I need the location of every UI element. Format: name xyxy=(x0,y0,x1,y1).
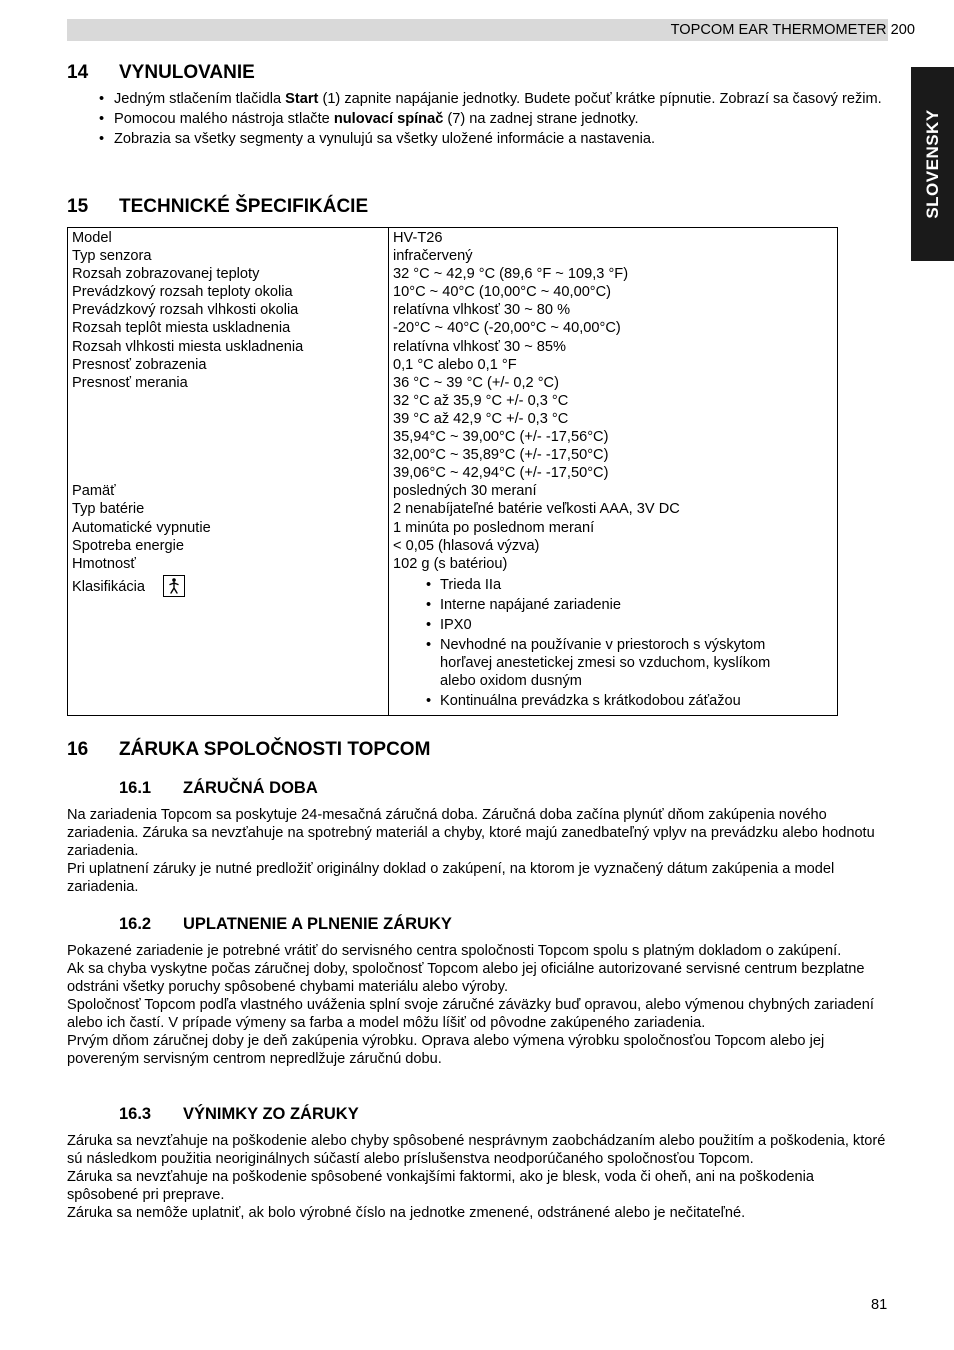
spec-values xyxy=(393,229,833,712)
subsection-16-3-heading xyxy=(119,1104,359,1124)
section-title: VYNULOVANIE xyxy=(119,62,255,83)
spec-value: 35,94°C ~ 39,00°C (+/- -17,56°C) xyxy=(393,429,609,446)
list-item: • Interne napájané zariadenie xyxy=(393,596,833,614)
text: Jedným stlačením tlačidla xyxy=(114,91,286,107)
spec-value: 32 °C až 35,9 °C +/- 0,3 °C xyxy=(393,392,569,409)
subsection-title: ZÁRUČNÁ DOBA xyxy=(183,779,318,797)
paragraph-block xyxy=(67,806,889,896)
spec-value: 32,00°C ~ 35,89°C (+/- -17,50°C) xyxy=(393,447,609,464)
list-item xyxy=(96,90,886,108)
paragraph-block xyxy=(67,1132,889,1222)
spec-label: Presnosť zobrazenia xyxy=(72,356,207,373)
paragraph: Prvým dňom záručnej doby je deň zakúpenia výrobku. Oprava alebo výmena výrobku spoločnosťou Topcom alebo jej povereným servisným centrom nepredlžuje záručnú dobu. xyxy=(67,1033,825,1067)
spec-value: < 0,05 (hlasová výzva) xyxy=(393,537,540,554)
spec-label: Automatické vypnutie xyxy=(72,519,211,536)
bold-text: Start xyxy=(285,91,319,107)
spec-label: Hmotnosť xyxy=(72,555,136,572)
subsection-16-1-heading xyxy=(119,778,318,798)
list-item: • Trieda IIa xyxy=(393,576,833,594)
list-item: • IPX0 xyxy=(393,616,833,634)
paragraph: Spoločnosť Topcom podľa vlastného uváženia splní svoje záručné záväzky buď opravou, alebo výmenou chybných zariadení alebo ich častí. V prípade výmeny sa farba a model môžu líšiť od pôvodne zakúpeného zariadenia. xyxy=(67,997,874,1031)
section-title: TECHNICKÉ ŠPECIFIKÁCIE xyxy=(119,196,369,217)
list-item: • Nevhodné na používanie v priestoroch s výskytom horľavej anestetickej zmesi so vzduchom, kyslíkom alebo oxidom dusným xyxy=(393,636,810,690)
spec-label: Typ batérie xyxy=(72,501,145,518)
spec-value: 36 °C ~ 39 °C (+/- 0,2 °C) xyxy=(393,374,559,391)
paragraph-block xyxy=(67,942,889,1068)
section-16-heading xyxy=(67,739,430,761)
section-15-heading xyxy=(67,196,368,218)
spec-value: 10°C ~ 40°C (10,00°C ~ 40,00°C) xyxy=(393,284,612,301)
spec-value: 0,1 °C alebo 0,1 °F xyxy=(393,356,517,373)
language-tab xyxy=(911,67,954,261)
header-bar xyxy=(67,19,915,41)
subsection-16-2-heading xyxy=(119,914,452,934)
spec-value: 1 minúta po poslednom meraní xyxy=(393,519,595,536)
type-bf-person-icon xyxy=(163,575,185,597)
list-item xyxy=(96,130,886,148)
paragraph: Pokazené zariadenie je potrebné vrátiť do servisného centra spoločnosti Topcom spolu s platným dokladom o zakúpení. xyxy=(67,943,842,959)
spec-label: Prevádzkový rozsah vlhkosti okolia xyxy=(72,302,299,319)
classification-list xyxy=(393,576,833,710)
spec-label: Rozsah teplôt miesta uskladnenia xyxy=(72,320,291,337)
spec-label: Rozsah zobrazovanej teploty xyxy=(72,266,260,283)
spec-label: Model xyxy=(72,230,112,246)
paragraph: Záruka sa nevzťahuje na poškodenie spôsobené vonkajšími faktormi, ako je blesk, voda či oheň, ani na poškodenia spôsobené pri preprave. xyxy=(67,1169,814,1203)
classification-row xyxy=(72,575,384,593)
section-title: ZÁRUKA SPOLOČNOSTI TOPCOM xyxy=(119,739,431,760)
text: Zobrazia sa všetky segmenty a vynulujú sa všetky uložené informácie a nastavenia. xyxy=(114,131,656,147)
spec-value: relatívna vlhkosť 30 ~ 80 % xyxy=(393,302,571,319)
language-tab-label: SLOVENSKY xyxy=(922,109,942,219)
spec-label: Typ senzora xyxy=(72,248,152,265)
spec-value: 2 nenabíjateľné batérie veľkosti AAA, 3V DC xyxy=(393,501,680,518)
spec-value: 39 °C až 42,9 °C +/- 0,3 °C xyxy=(393,410,569,427)
list-item: • Kontinuálna prevádzka s krátkodobou záťažou xyxy=(393,692,833,710)
subsection-number: 16.1 xyxy=(119,779,152,797)
section-14-list xyxy=(96,90,886,150)
spec-label xyxy=(72,410,384,428)
table-divider xyxy=(388,228,389,715)
spec-label: Klasifikácia xyxy=(72,578,145,595)
spec-value: 32 °C ~ 42,9 °C (89,6 °F ~ 109,3 °F) xyxy=(393,266,629,283)
subsection-title: VÝNIMKY ZO ZÁRUKY xyxy=(183,1105,359,1123)
text: (7) na zadnej strane jednotky. xyxy=(443,111,639,127)
spec-value: HV-T26 xyxy=(393,230,443,246)
section-number: 15 xyxy=(67,196,89,217)
spec-value: 102 g (s batériou) xyxy=(393,555,508,572)
spec-value: infračervený xyxy=(393,248,473,265)
spec-value: posledných 30 meraní xyxy=(393,483,537,500)
spec-label xyxy=(72,446,384,464)
spec-label: Rozsah vlhkosti miesta uskladnenia xyxy=(72,338,304,355)
spec-table xyxy=(67,227,838,716)
spec-labels xyxy=(72,229,384,593)
text: (1) zapnite napájanie jednotky. Budete počuť krátke pípnutie. Zobrazí sa časový režim. xyxy=(318,91,882,107)
spec-label xyxy=(72,464,384,482)
spec-label: Presnosť merania xyxy=(72,374,188,391)
page-number: 81 xyxy=(871,1297,888,1313)
subsection-title: UPLATNENIE A PLNENIE ZÁRUKY xyxy=(183,915,452,933)
paragraph: Záruka sa nemôže uplatniť, ak bolo výrobné číslo na jednotke zmenené, odstránené alebo je nečitateľné. xyxy=(67,1205,746,1221)
paragraph: Záruka sa nevzťahuje na poškodenie alebo chyby spôsobené nesprávnym zaobchádzaním alebo použitím a poškodenia, ktoré sú následkom použitia neoriginálnych súčastí alebo príslušenstva neodporúčaného spoločnosťou Topcom. xyxy=(67,1133,886,1167)
spec-label xyxy=(72,428,384,446)
spec-label: Prevádzkový rozsah teploty okolia xyxy=(72,284,293,301)
spec-label xyxy=(72,392,384,410)
subsection-number: 16.3 xyxy=(119,1105,152,1123)
spec-value: relatívna vlhkosť 30 ~ 85% xyxy=(393,338,566,355)
spec-value: 39,06°C ~ 42,94°C (+/- -17,50°C) xyxy=(393,465,609,482)
spec-label: Spotreba energie xyxy=(72,537,184,554)
paragraph: Na zariadenia Topcom sa poskytuje 24-mesačná záručná doba. Záručná doba začína plynúť dňom zakúpenia nového zariadenia. Záruka sa nevzťahuje na spotrebný materiál a chyby, ktoré majú zanedbateľný vplyv na prevádzku alebo hodnotu zariadenia. xyxy=(67,807,875,859)
section-14-heading xyxy=(67,62,255,84)
subsection-number: 16.2 xyxy=(119,915,152,933)
section-number: 14 xyxy=(67,62,89,83)
paragraph: Pri uplatnení záruky je nutné predložiť originálny doklad o zakúpení, na ktorom je vyznačený dátum zakúpenia a model zariadenia. xyxy=(67,861,835,895)
header-title: TOPCOM EAR THERMOMETER 200 xyxy=(670,22,915,38)
section-number: 16 xyxy=(67,739,89,760)
spec-value: -20°C ~ 40°C (-20,00°C ~ 40,00°C) xyxy=(393,320,621,337)
bold-text: nulovací spínač xyxy=(333,111,444,127)
list-item xyxy=(96,110,886,128)
spec-label: Pamäť xyxy=(72,483,116,500)
text: Pomocou malého nástroja stlačte xyxy=(114,111,334,127)
paragraph: Ak sa chyba vyskytne počas záručnej doby, spoločnosť Topcom alebo jej oficiálne autorizované servisné centrum bezplatne odstráni všetky poruchy spôsobené chybami materiálu alebo výroby. xyxy=(67,961,865,995)
